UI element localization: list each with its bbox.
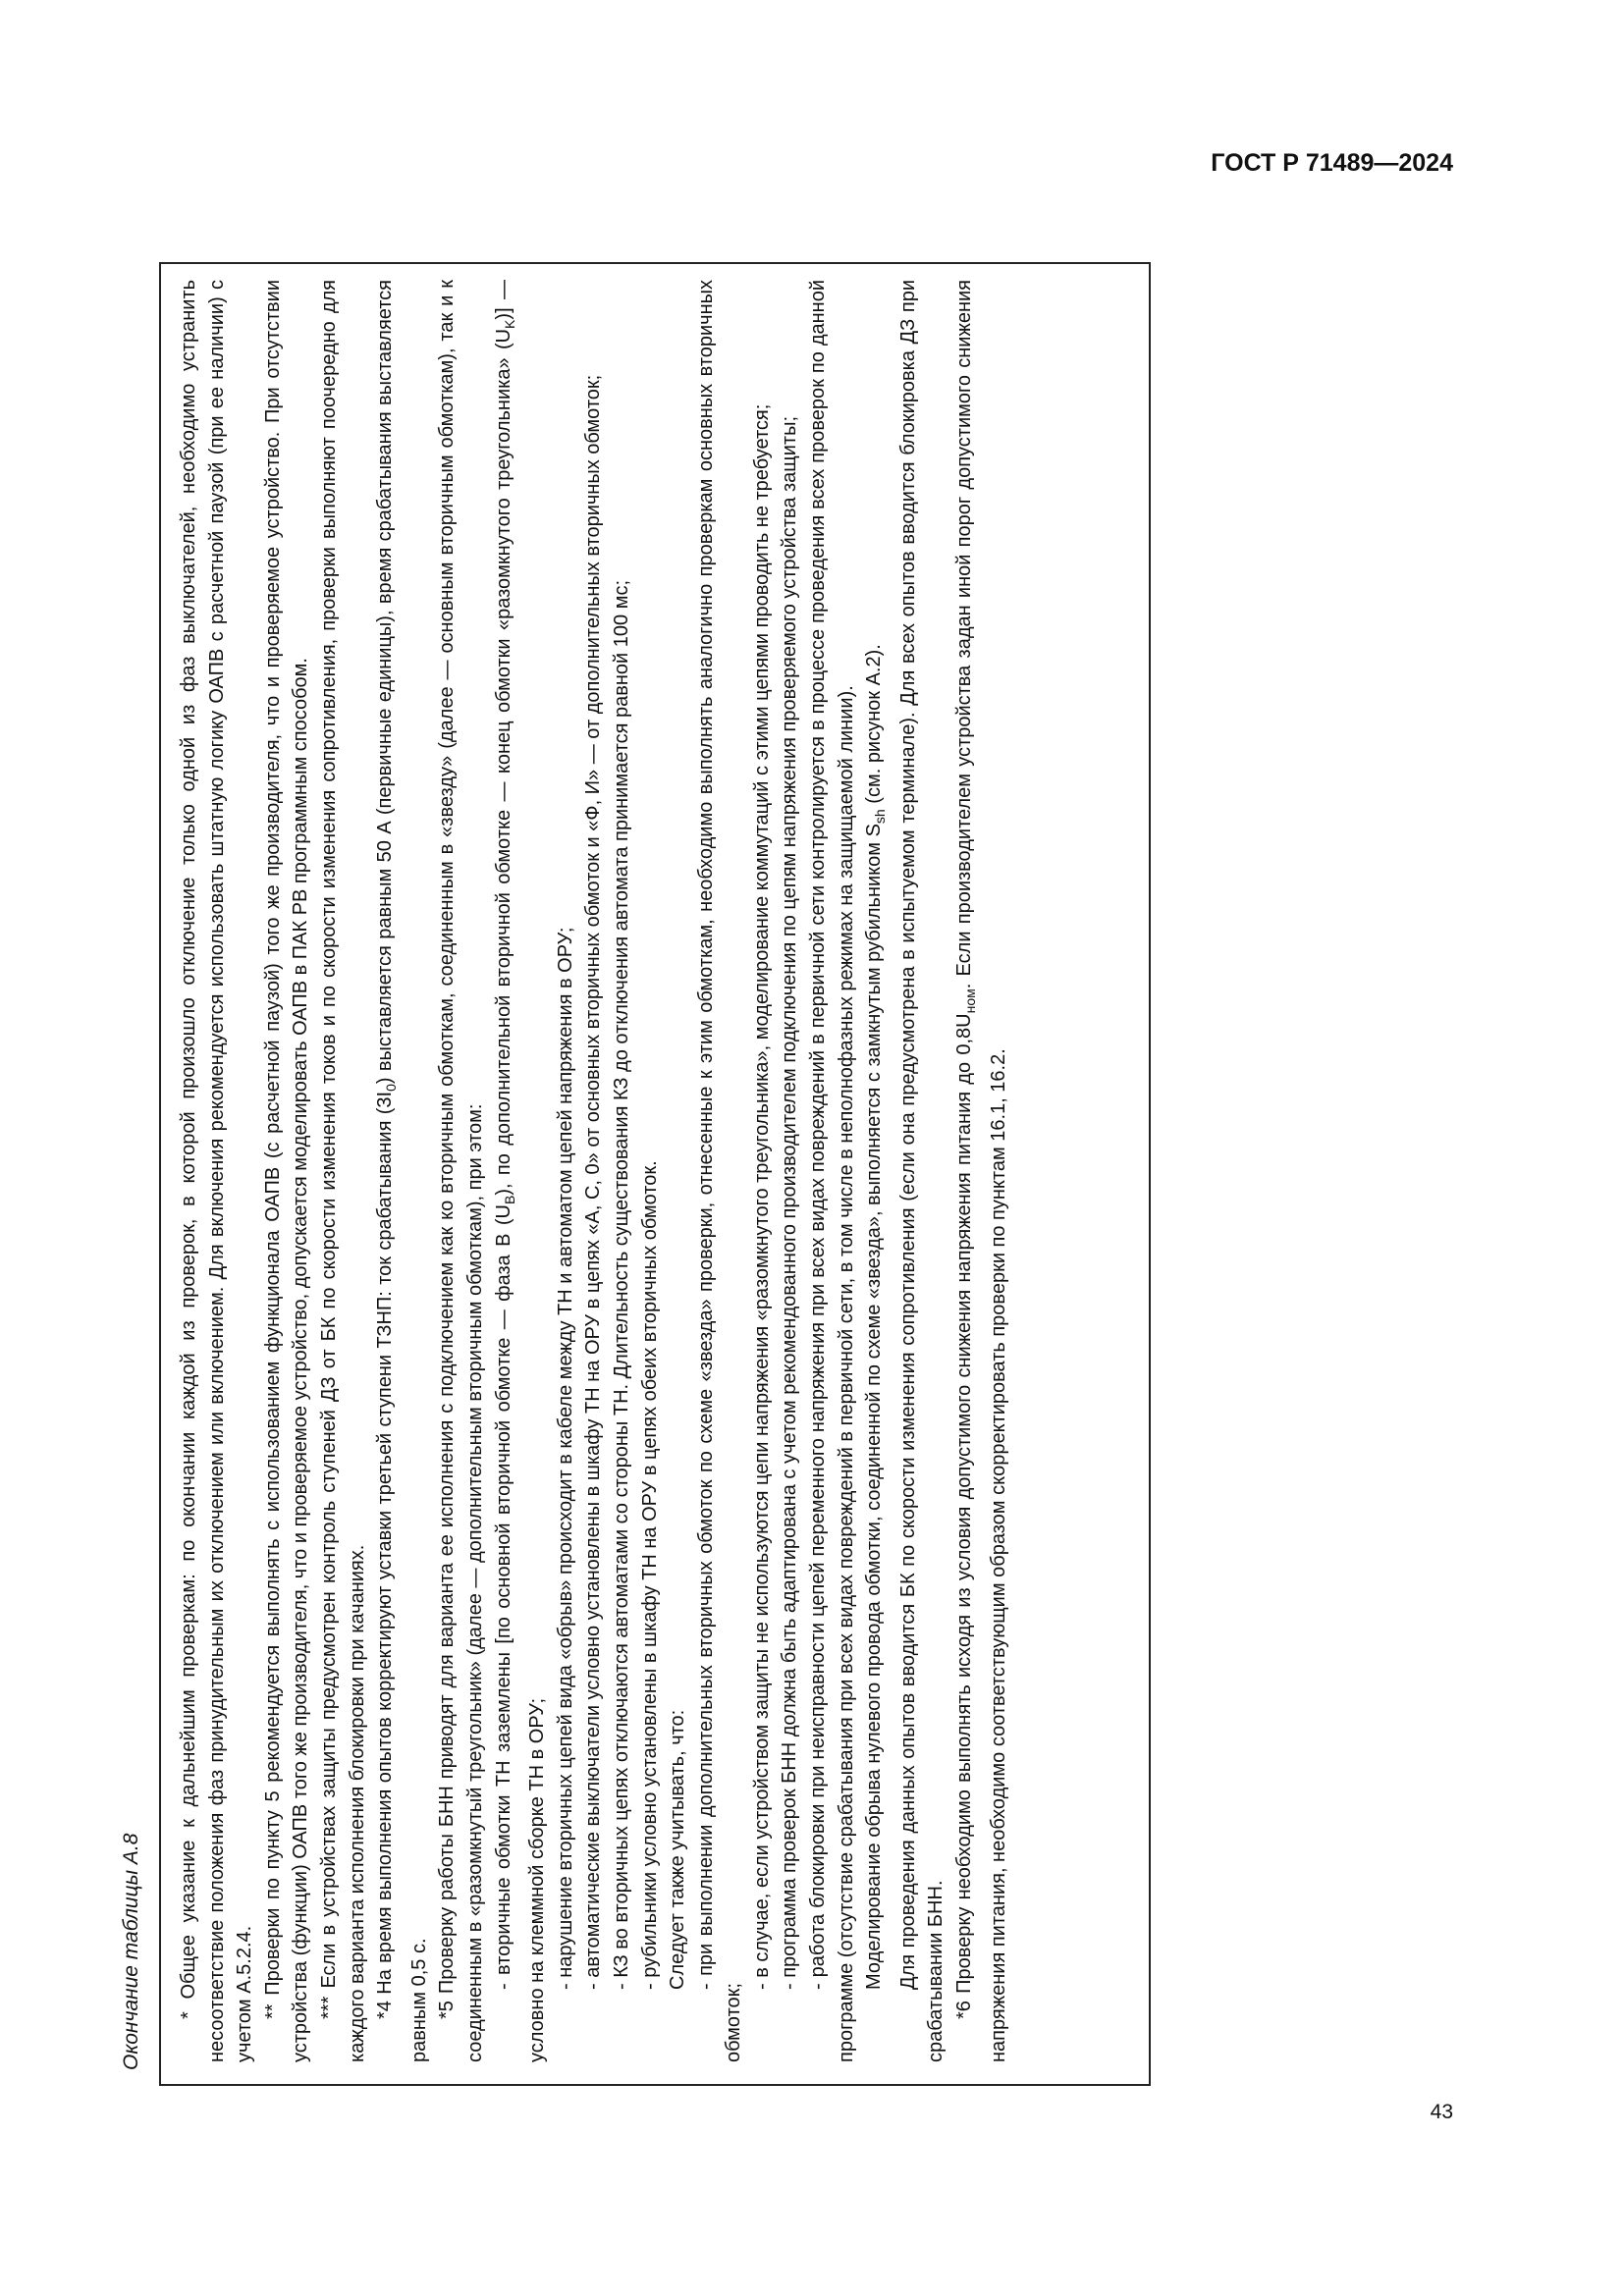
page-number: 43 [1430,2101,1453,2123]
note-4-a: *4 На время выполнения опытов корректируют уставки третьей ступени ТЗНП: ток срабатывания (3I [374,1091,397,2019]
table-caption: Окончание таблицы А.8 [120,1833,142,2070]
note-6-sub: ном [962,988,979,1014]
note-5-item-1 [490,280,552,2062]
note-6-a: *6 Проверку необходимо выполнять исходя из условия допустимого снижения напряжения питания до 0,8U [953,1013,976,2019]
note-5-also-4: - работа блокировки при неисправности цепей переменного напряжения при всех видах повреждений в первичной сети контролируется в процессе проведения всех проверок по данной программе (отсутствие срабатывания при всех видах повреждений в первичной сети, в том числе в неполнофазных режимах на защищаемой линии). [807,280,857,2062]
rotated-table-region [108,260,1286,2086]
note-5-also-3: - программа проверок БНН должна быть адаптирована с учетом рекомендованного производителем подключения по цепям напряжения проверяемого устройства защиты; [779,415,801,1990]
note-5-item-1-sub-b: B [501,1195,517,1205]
note-5-also: Следует также учитывать, что: [667,1709,689,1990]
note-5-item-3: - автоматические выключатели условно установлены в шкафу ТН на ОРУ в цепях «А, С, 0» от основных вторичных обмоток и «Ф, И» — от дополнительных вторичных обмоток; [582,374,605,1990]
note-3: *** Если в устройствах защиты предусмотрен контроль ступеней ДЗ от БК по скорости изменения токов и по скорости изменения сопротивления, проверки выполняют поочередно для каждого варианта исполнения блокировки при качаниях. [317,280,368,2062]
note-5-item-5: - рубильники условно установлены в шкафу ТН на ОРУ в цепях обеих вторичных обмоток. [638,1160,661,1990]
note-5-modeling-b: (см. рисунок А.2). [863,644,886,810]
note-5-also-2: - в случае, если устройством защиты не используются цепи напряжения «разомкнутого треугольника», моделирование коммутаций с этими цепями проводить не требуется; [750,403,773,1990]
note-4-b: ) выставляется равным 50 А (первичные единицы), время срабатывания выставляется равным 0,5 с. [374,279,430,2062]
note-5-item-1-sub-k: K [501,319,517,329]
note-5-item-4: - КЗ во вторичных цепях отключаются автоматами со стороны ТН. Длительность существования КЗ до отключения автомата принимается равной 100 мс; [610,580,632,1990]
note-5-item-1-a: - вторичные обмотки ТН заземлены [по основной вторичной обмотке — фаза В (U [492,1204,514,1990]
note-5-item-1-b: ), по дополнительной вторичной обмотке — конец обмотки «разомкнутого треугольника» (U [492,328,514,1196]
note-4-sub: 0 [383,1084,400,1092]
note-6-b: . Если производителем устройства задан иной порог допустимого снижения напряжения питания, необходимо соответствующим образом скорректировать проверки по пунктам 16.1, 16.2. [953,280,1009,2062]
note-5-also-1: - при выполнении дополнительных вторичных обмоток по схеме «звезда» проверки, отнесенные к этим обмоткам, необходимо выполнять аналогично проверкам основных вторичных обмоток; [694,280,745,2062]
table-notes-frame [159,262,1151,2086]
note-4 [371,280,433,2062]
note-5-modeling-sub: sh [872,809,889,825]
standard-designation: ГОСТ Р 71489—2024 [1211,149,1453,177]
note-6 [950,280,1012,2062]
note-general: * Общее указание к дальнейшим проверкам: по окончании каждой из проверок, в которой произошло отключение только одной из фаз выключателей, необходимо устранить несоответствие положения фаз принудительным их отключением или включением. Для включения рекомендуется использовать штатную логику ОАПВ с расчетной паузой (при ее наличии) с учетом А.5.2.4. [178,280,256,2062]
note-5-modeling [860,280,894,2062]
note-5-item-1-c: )] — условно на клеммной сборке ТН в ОРУ; [492,280,549,2062]
note-5-item-2: - нарушение вторичных цепей вида «обрыв» происходит в кабеле между ТН и автоматом цепей напряжения в ОРУ; [554,927,576,1990]
note-5-modeling-a: Моделирование обрыва нулевого провода обмотки, соединенной по схеме «звезда», выполняется с замкнутым рубильником S [863,824,886,1990]
note-5-experiments: Для проведения данных опытов вводится БК по скорости изменения сопротивления (если она предусмотрена в испытуемом терминале). Для всех опытов вводится блокировка ДЗ при срабатывании БНН. [896,280,947,2062]
note-2: ** Проверки по пункту 5 рекомендуется выполнять с использованием функционала ОАПВ (с расчетной паузой) того же производителя, что и проверяемое устройство. При отсутствии устройства (функции) ОАПВ того же производителя, что и проверяемое устройство, допускается моделировать ОАПВ в ПАК РВ программным способом. [261,280,312,2062]
note-5: *5 Проверку работы БНН приводят для варианта ее исполнения с подключением как ко вторичным обмоткам, соединенным в «звезду» (далее — основным вторичным обмоткам), так и к соединенным в «разомкнутый треугольник» (далее — дополнительным вторичным обмоткам), при этом: [436,280,486,2062]
